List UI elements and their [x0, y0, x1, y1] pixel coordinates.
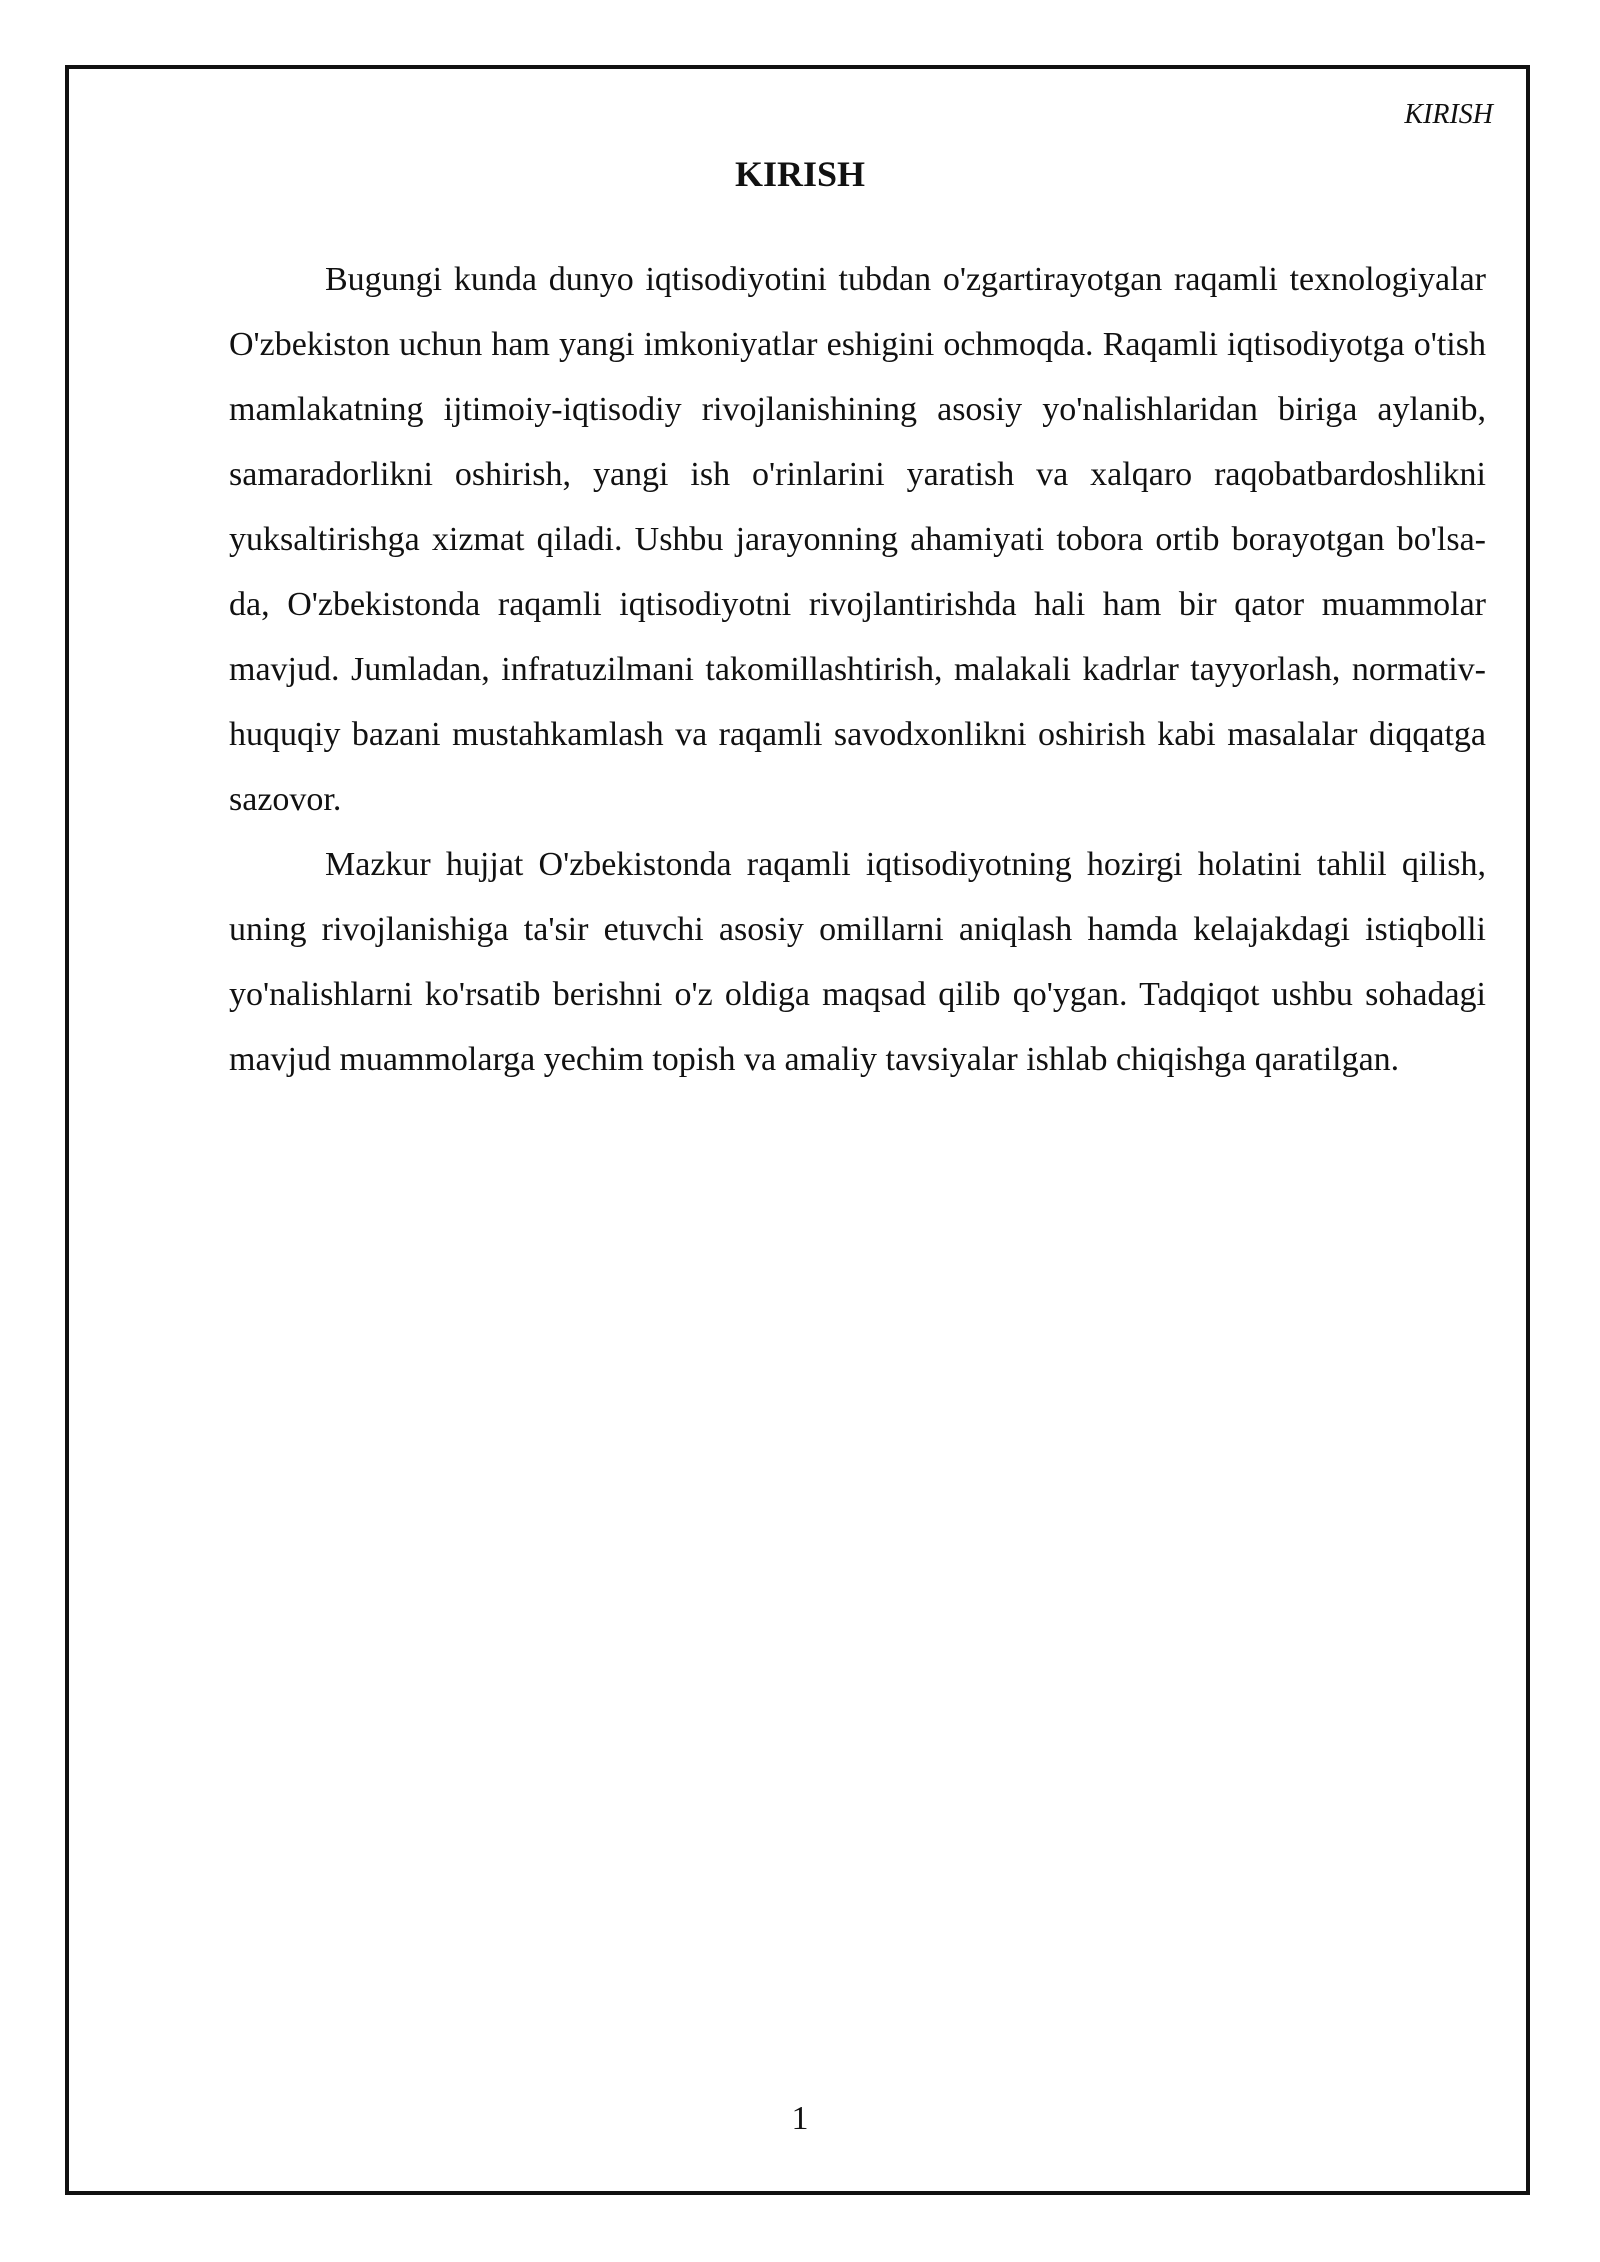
paragraph-1: Bugungi kunda dunyo iqtisodiyotini tubdan o'zgartirayotgan raqamli texnologiyalar O'zbekiston uchun ham yangi imkoniyatlar eshigini ochmoqda. Raqamli iqtisodiyotga o'tish mamlakatning ijtimoiy-iqtisodiy rivojlanishining asosiy yo'nalishlaridan biriga aylanib, samaradorlikni oshirish, yangi ish o'rinlarini yaratish va xalqaro raqobatbardoshlikni yuksaltirishga xizmat qiladi. Ushbu jarayonning ahamiyati tobora ortib borayotgan bo'lsa-da, O'zbekistonda raqamli iqtisodiyotni rivojlantirishda hali ham bir qator muammolar mavjud. Jumladan, infratuzilmani takomillashtirish, malakali kadrlar tayyorlash, normativ-huquqiy bazani mustahkamlash va raqamli savodxonlikni oshirish kabi masalalar diqqatga sazovor.	[229, 261, 1486, 818]
page-title: KIRISH	[734, 154, 866, 194]
running-header: KIRISH	[1404, 99, 1493, 130]
paragraph-2: Mazkur hujjat O'zbekistonda raqamli iqtisodiyotning hozirgi holatini tahlil qilish, uning rivojlanishiga ta'sir etuvchi asosiy omillarni aniqlash hamda kelajakdagi istiqbolli yo'nalishlarni ko'rsatib berishni o'z oldiga maqsad qilib qo'ygan. Tadqiqot ushbu sohadagi mavjud muammolarga yechim topish va amaliy tavsiyalar ishlab chiqishga qaratilgan.	[229, 846, 1486, 1078]
page-number: 1	[791, 2100, 809, 2137]
document-body	[229, 247, 1486, 1092]
